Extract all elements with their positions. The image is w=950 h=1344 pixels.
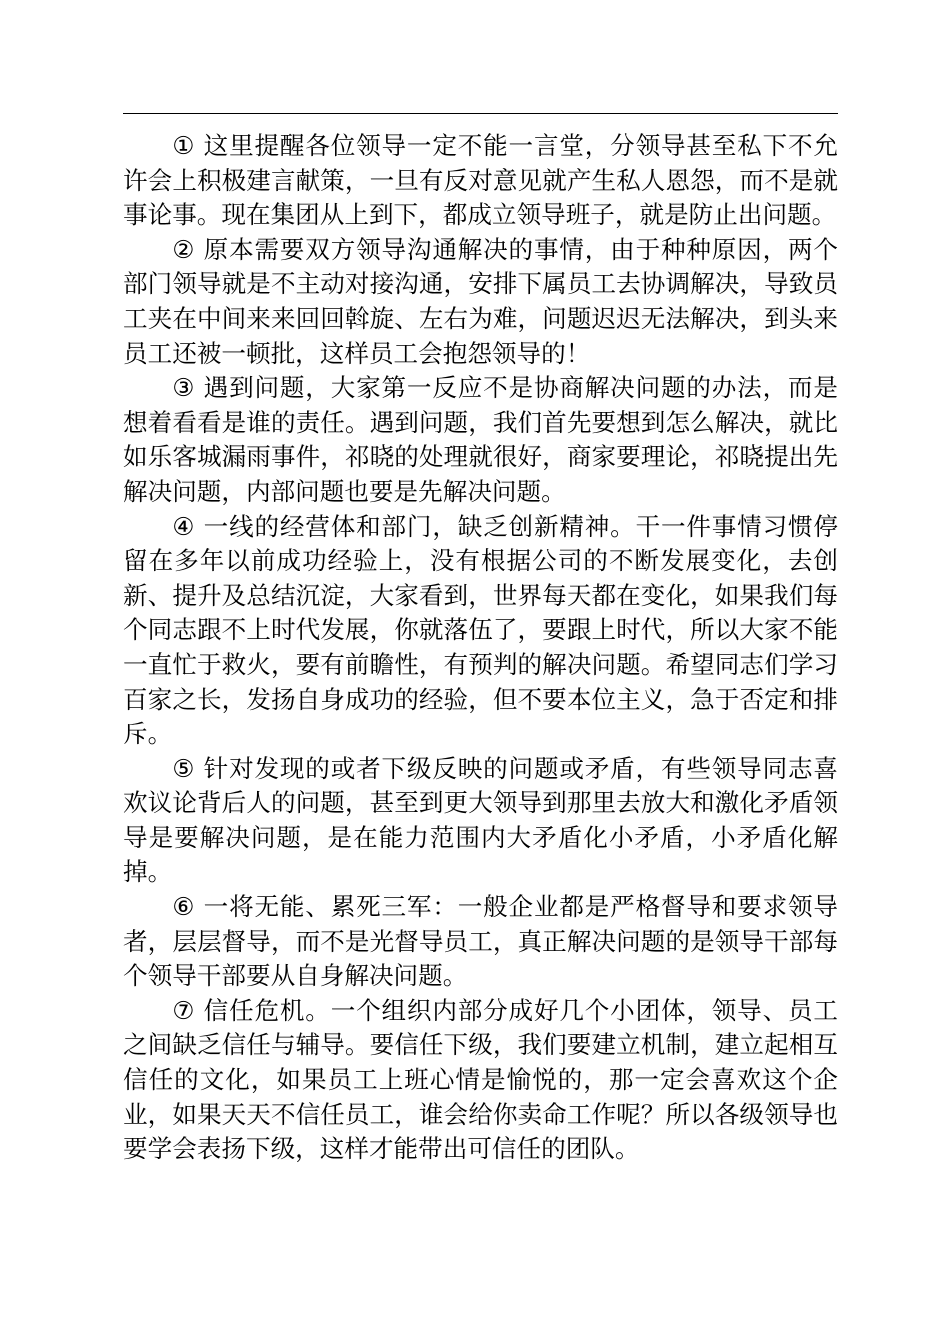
paragraph-2: ② 原本需要双方领导沟通解决的事情，由于种种原因，两个部门领导就是不主动对接沟通，安排下属员工去协调解决，导致员工夹在中间来来回回斡旋、左右为难，问题迟迟无法解决，到头来员工还被一顿批，这样员工会抱怨领导的！ (123, 234, 838, 368)
document-body (123, 129, 838, 1167)
paragraph-3: ③ 遇到问题，大家第一反应不是协商解决问题的办法，而是想着看看是谁的责任。遇到问题，我们首先要想到怎么解决，就比如乐客城漏雨事件，祁晓的处理就很好，商家要理论，祁晓提出先解决问题，内部问题也要是先解决问题。 (123, 373, 838, 506)
paragraph-6: ⑥ 一将无能、累死三军：一般企业都是严格督导和要求领导者，层层督导，而不是光督导员工，真正解决问题的是领导干部每个领导干部要从自身解决问题。 (123, 892, 838, 991)
paragraph-1: ① 这里提醒各位领导一定不能一言堂，分领导甚至私下不允许会上积极建言献策，一旦有反对意见就产生私人恩怨，而不是就事论事。现在集团从上到下，都成立领导班子，就是防止出问题。 (123, 131, 838, 230)
paragraph-7: ⑦ 信任危机。一个组织内部分成好几个小团体，领导、员工之间缺乏信任与辅导。要信任下级，我们要建立机制，建立起相互信任的文化，如果员工上班心情是愉悦的，那一定会喜欢这个企业，如果天天不信任员工，谁会给你卖命工作呢？所以各级领导也要学会表扬下级，这样才能带出可信任的团队。 (123, 995, 838, 1164)
paragraph-5: ⑤ 针对发现的或者下级反映的问题或矛盾，有些领导同志喜欢议论背后人的问题，甚至到更大领导到那里去放大和激化矛盾领导是要解决问题，是在能力范围内大矛盾化小矛盾，小矛盾化解掉。 (123, 753, 838, 887)
paragraph-4: ④ 一线的经营体和部门，缺乏创新精神。干一件事情习惯停留在多年以前成功经验上，没有根据公司的不断发展变化，去创新、提升及总结沉淀，大家看到，世界每天都在变化，如果我们每个同志跟不上时代发展，你就落伍了，要跟上时代，所以大家不能一直忙于救火，要有前瞻性，有预判的解决问题。希望同志们学习百家之长，发扬自身成功的经验，但不要本位主义，急于否定和排斥。 (123, 511, 838, 749)
header-rule (123, 113, 838, 114)
